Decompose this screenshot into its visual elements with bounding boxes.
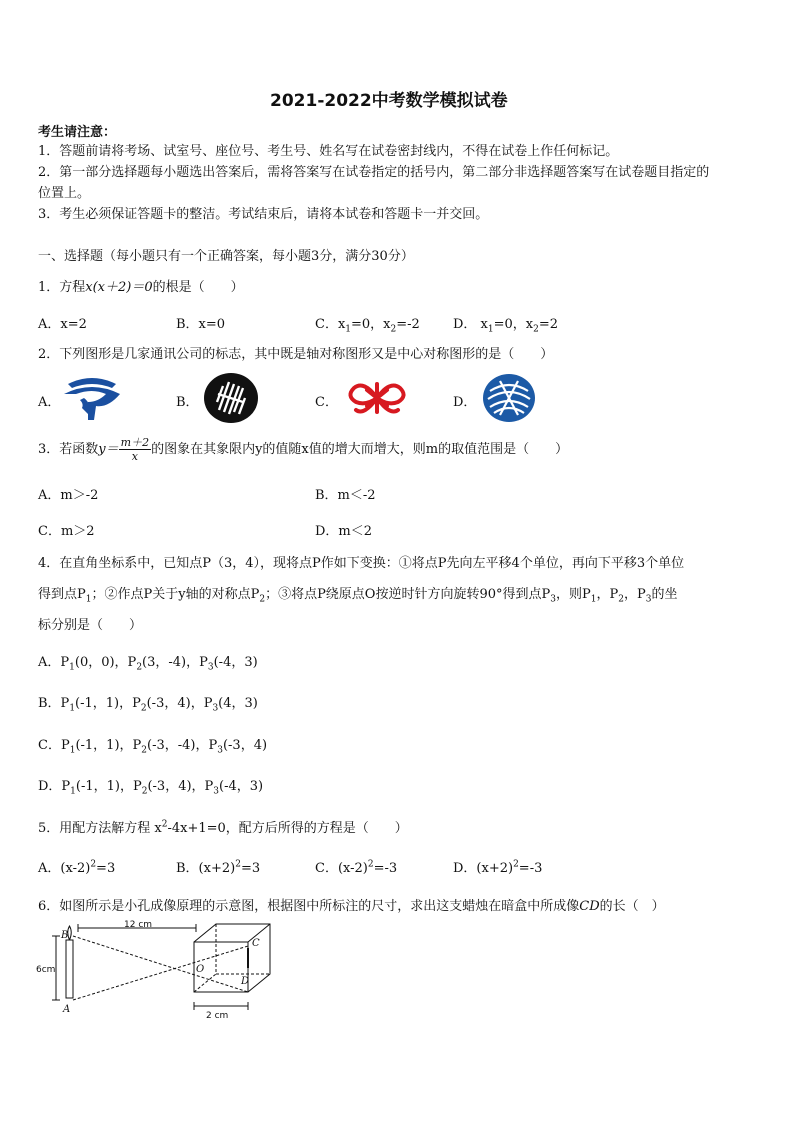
page-title: 2021-2022中考数学模拟试卷 <box>270 91 508 111</box>
notice-item-2-cont: 位置上。 <box>38 186 91 201</box>
question-4-line-2: 得到点$P_1$；②作点P关于y轴的对称点$P_2$；③将点P绕原点O按逆时针方向旋转90°得到点$P_3$，则$P_1$，$P_2$，$P_3$的坐 <box>38 587 678 605</box>
q3-option-d: D．m＜2 <box>315 524 373 539</box>
q2-option-c: C． <box>315 395 338 410</box>
notice-heading: 考生请注意： <box>38 125 117 140</box>
question-4-line-1: 4．在直角坐标系中，已知点P（3，4），现将点P作如下变换：①将点P先向左平移4个单位，再向下平移3个单位 <box>38 556 685 571</box>
q2-option-a: A． <box>38 395 61 410</box>
q1-option-a: A．x=2 <box>38 317 87 332</box>
unicom-knot-logo-icon <box>342 376 412 420</box>
q2-option-d: D． <box>453 395 477 410</box>
section-heading: 一、选择题（每小题只有一个正确答案，每小题3分，满分30分） <box>38 249 414 264</box>
label-b: B <box>61 930 69 941</box>
q3-option-b: B．m＜-2 <box>315 488 376 503</box>
q4-option-c: C．$P_1(-1$，1)，$P_2(-3$，-4)，$P_3(-3$，4) <box>38 738 268 756</box>
label-2cm: 2 cm <box>206 1011 229 1020</box>
q1-option-d: D． $x_1=0$，$x_2=2$ <box>453 317 559 335</box>
q1-option-b: B．x=0 <box>176 317 226 332</box>
pinhole-diagram <box>36 920 276 1020</box>
question-5: 5．用配方法解方程 $x^2-4x+1=0$，配方后所得的方程是（ ） <box>38 819 408 836</box>
question-6: 6．如图所示是小孔成像原理的示意图，根据图中所标注的尺寸，求出这支蜡烛在暗盒中所成像CD的长（ ） <box>38 899 665 914</box>
q5-option-c: C．$(x-2)^2=-3$ <box>315 859 398 876</box>
label-o: O <box>196 964 205 975</box>
circle-stripe-logo-icon <box>203 372 259 424</box>
q4-option-a: A．$P_1(0$，0)，$P_2(3$，-4)，$P_3(-4$，3) <box>38 655 258 673</box>
q3-option-c: C．m＞2 <box>38 524 95 539</box>
mobile-logo-icon <box>482 373 536 423</box>
q4-option-d: D．$P_1(-1$，1)，$P_2(-3$，4)，$P_3(-4$，3) <box>38 779 264 797</box>
notice-item-1: 1．答题前请将考场、试室号、座位号、考生号、姓名写在试卷密封线内，不得在试卷上作任何标记。 <box>38 144 619 159</box>
q3-fraction: $\frac{m+2}{x}$ <box>120 436 150 463</box>
q1-option-c: C．$x_1=0$，$x_2=-2$ <box>315 317 420 335</box>
q5-option-d: D．$(x+2)^2=-3$ <box>453 859 543 876</box>
label-d: D <box>241 976 250 987</box>
question-4-line-3: 标分别是（ ） <box>38 618 143 633</box>
q1-equation: x(x＋2)＝0 <box>85 280 153 295</box>
q3-option-a: A．m＞-2 <box>38 488 99 503</box>
notice-item-2: 2．第一部分选择题每小题选出答案后，需将答案写在试卷指定的括号内，第二部分非选择题答案写在试卷题目指定的 <box>38 165 710 180</box>
q5-option-b: B．$(x+2)^2=3$ <box>176 859 261 876</box>
label-a: A <box>63 1004 71 1015</box>
label-6cm: 6cm <box>36 965 56 975</box>
label-c: C <box>252 938 260 949</box>
candle <box>66 940 73 998</box>
label-12cm: 12 cm <box>124 920 153 930</box>
question-2: 2．下列图形是几家通讯公司的标志，其中既是轴对称图形又是中心对称图形的是（ ） <box>38 347 554 362</box>
notice-item-3: 3．考生必须保证答题卡的整洁。考试结束后，请将本试卷和答题卡一并交回。 <box>38 207 489 222</box>
q1-suffix: 的根是（ ） <box>152 280 244 295</box>
q5-option-a: A．$(x-2)^2=3$ <box>38 859 116 876</box>
question-3: 3．若函数y＝ $\frac{m+2}{x}$ 的图象在其象限内y的值随x值的增大而增大，则m的取值范围是（ ） <box>38 436 569 463</box>
q2-option-b: B． <box>176 395 199 410</box>
q4-option-b: B．$P_1(-1$，1)，$P_2(-3$，4)，$P_3(4$，3) <box>38 696 258 714</box>
telecom-logo-icon <box>62 374 122 422</box>
question-1 <box>38 276 244 295</box>
q1-prefix: 1．方程 <box>38 280 86 295</box>
